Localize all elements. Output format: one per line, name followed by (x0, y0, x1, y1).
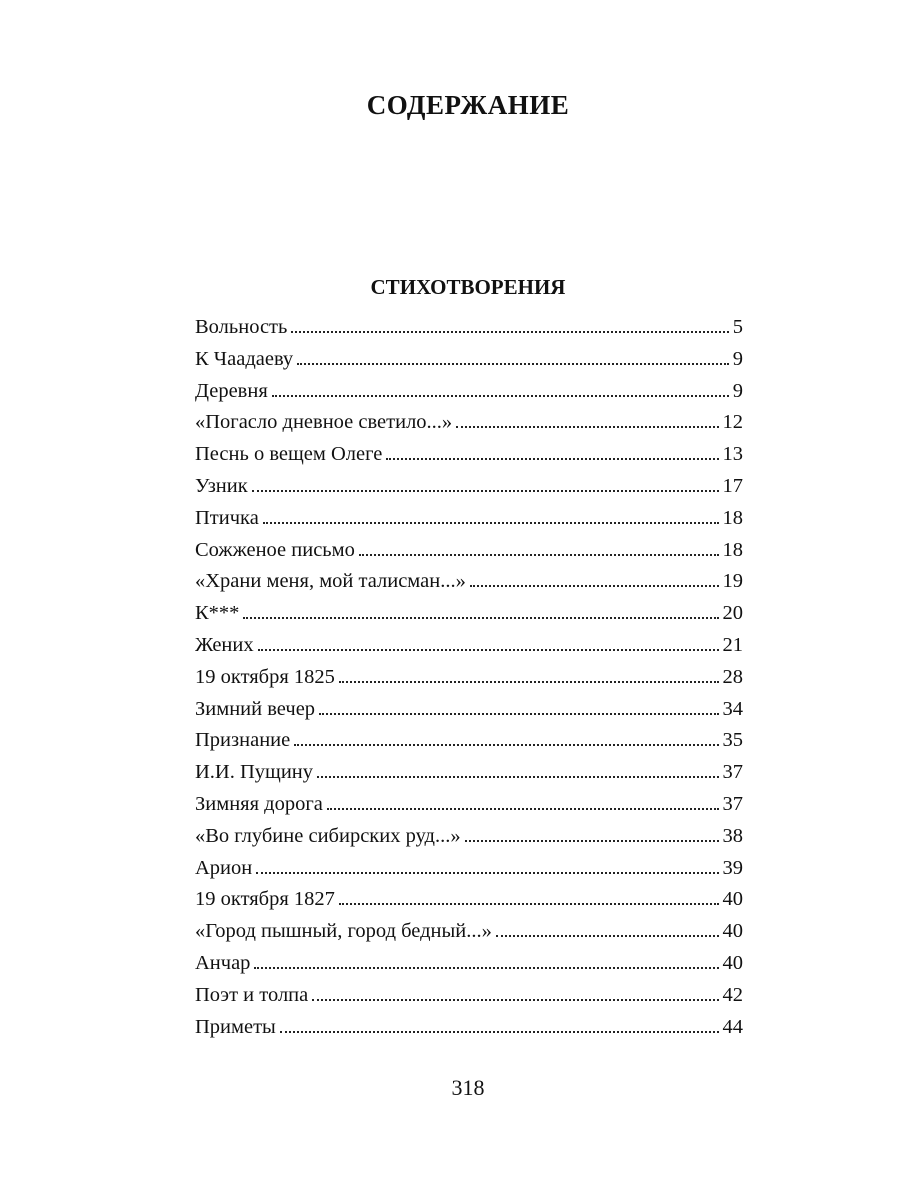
toc-entry (195, 916, 743, 948)
dot-leader (258, 649, 719, 651)
toc-entry-title: 19 октября 1825 (195, 662, 339, 694)
dot-leader (243, 617, 718, 619)
toc-entry-title: «Во глубине сибирских руд...» (195, 821, 465, 853)
toc-entry (195, 948, 743, 980)
toc-entry (195, 853, 743, 885)
toc-entry-page: 40 (722, 951, 743, 974)
dot-leader (317, 776, 718, 778)
toc-entry-page: 35 (722, 729, 743, 752)
toc-entry (195, 757, 743, 789)
dot-leader (456, 426, 718, 428)
toc-entry-title: И.И. Пущину (195, 757, 317, 789)
toc-entry-title: Приметы (195, 1012, 280, 1044)
dot-leader (294, 744, 718, 746)
dot-leader (339, 903, 719, 905)
toc-entry (195, 598, 743, 630)
dot-leader (327, 808, 719, 810)
toc-entry-page: 18 (722, 506, 743, 529)
toc-entry-title: Жених (195, 630, 258, 662)
dot-leader (319, 713, 718, 715)
section-title: СТИХОТВОРЕНИЯ (370, 275, 566, 299)
toc-entry-title: Поэт и толпа (195, 980, 312, 1012)
toc-entry-page: 37 (722, 761, 743, 784)
toc-entry-title: Вольность (195, 312, 291, 344)
toc-entry-page: 18 (722, 538, 743, 561)
toc-entry-title: К Чаадаеву (195, 344, 297, 376)
dot-leader (297, 363, 729, 365)
toc-entry-page: 37 (722, 792, 743, 815)
toc-entry-title: Деревня (195, 376, 272, 408)
toc-entry (195, 821, 743, 853)
toc-entry (195, 566, 743, 598)
toc-entry (195, 694, 743, 726)
toc-entry-title: 19 октября 1827 (195, 884, 339, 916)
toc-entry-page: 17 (722, 474, 743, 497)
page-title: СОДЕРЖАНИЕ (366, 90, 570, 120)
toc-entry (195, 630, 743, 662)
toc-entry-title: Сожженое письмо (195, 535, 359, 567)
dot-leader (496, 935, 719, 937)
dot-leader (263, 522, 719, 524)
toc-entry (195, 789, 743, 821)
toc-entry-title: Признание (195, 725, 294, 757)
toc-entry (195, 535, 743, 567)
toc-entry (195, 725, 743, 757)
dot-leader (359, 554, 719, 556)
toc-entry-title: Птичка (195, 503, 263, 535)
toc-entry-page: 42 (722, 983, 743, 1006)
toc-entry-page: 13 (722, 443, 743, 466)
toc-entry (195, 884, 743, 916)
toc-entry-title: Зимняя дорога (195, 789, 327, 821)
toc-entry (195, 662, 743, 694)
dot-leader (312, 999, 718, 1001)
toc-entry-title: «Город пышный, город бедный...» (195, 916, 496, 948)
toc-entry (195, 503, 743, 535)
toc-entry-page: 38 (722, 824, 743, 847)
toc-entry (195, 1012, 743, 1044)
toc-entry (195, 471, 743, 503)
toc-entry-title: К*** (195, 598, 243, 630)
dot-leader (339, 681, 719, 683)
dot-leader (386, 458, 718, 460)
toc-entry-page: 34 (722, 697, 743, 720)
toc-entry (195, 344, 743, 376)
dot-leader (272, 395, 729, 397)
toc-entry-page: 9 (732, 347, 743, 370)
toc-entry-page: 39 (722, 856, 743, 879)
dot-leader (280, 1031, 719, 1033)
dot-leader (465, 840, 719, 842)
dot-leader (256, 872, 718, 874)
dot-leader (252, 490, 719, 492)
table-of-contents (195, 312, 743, 1043)
page-number: 318 (451, 1075, 485, 1100)
toc-entry-title: Арион (195, 853, 256, 885)
toc-entry-page: 40 (722, 920, 743, 943)
dot-leader (254, 967, 718, 969)
toc-entry-page: 19 (722, 570, 743, 593)
toc-entry (195, 407, 743, 439)
toc-entry-page: 20 (722, 602, 743, 625)
toc-entry-page: 21 (722, 633, 743, 656)
toc-entry-title: «Погасло дневное светило...» (195, 407, 456, 439)
toc-entry-title: Зимний вечер (195, 694, 319, 726)
toc-entry-page: 40 (722, 888, 743, 911)
toc-entry-page: 44 (722, 1015, 743, 1038)
toc-entry-title: Песнь о вещем Олеге (195, 439, 386, 471)
toc-entry-page: 5 (732, 316, 743, 338)
toc-entry (195, 376, 743, 408)
toc-entry (195, 312, 743, 344)
toc-entry (195, 439, 743, 471)
toc-entry-title: Анчар (195, 948, 254, 980)
toc-entry-page: 12 (722, 411, 743, 434)
toc-entry-title: «Храни меня, мой талисман...» (195, 566, 470, 598)
toc-entry-page: 9 (732, 379, 743, 402)
dot-leader (470, 585, 719, 587)
toc-entry-title: Узник (195, 471, 252, 503)
toc-entry (195, 980, 743, 1012)
toc-entry-page: 28 (722, 665, 743, 688)
dot-leader (291, 331, 728, 333)
